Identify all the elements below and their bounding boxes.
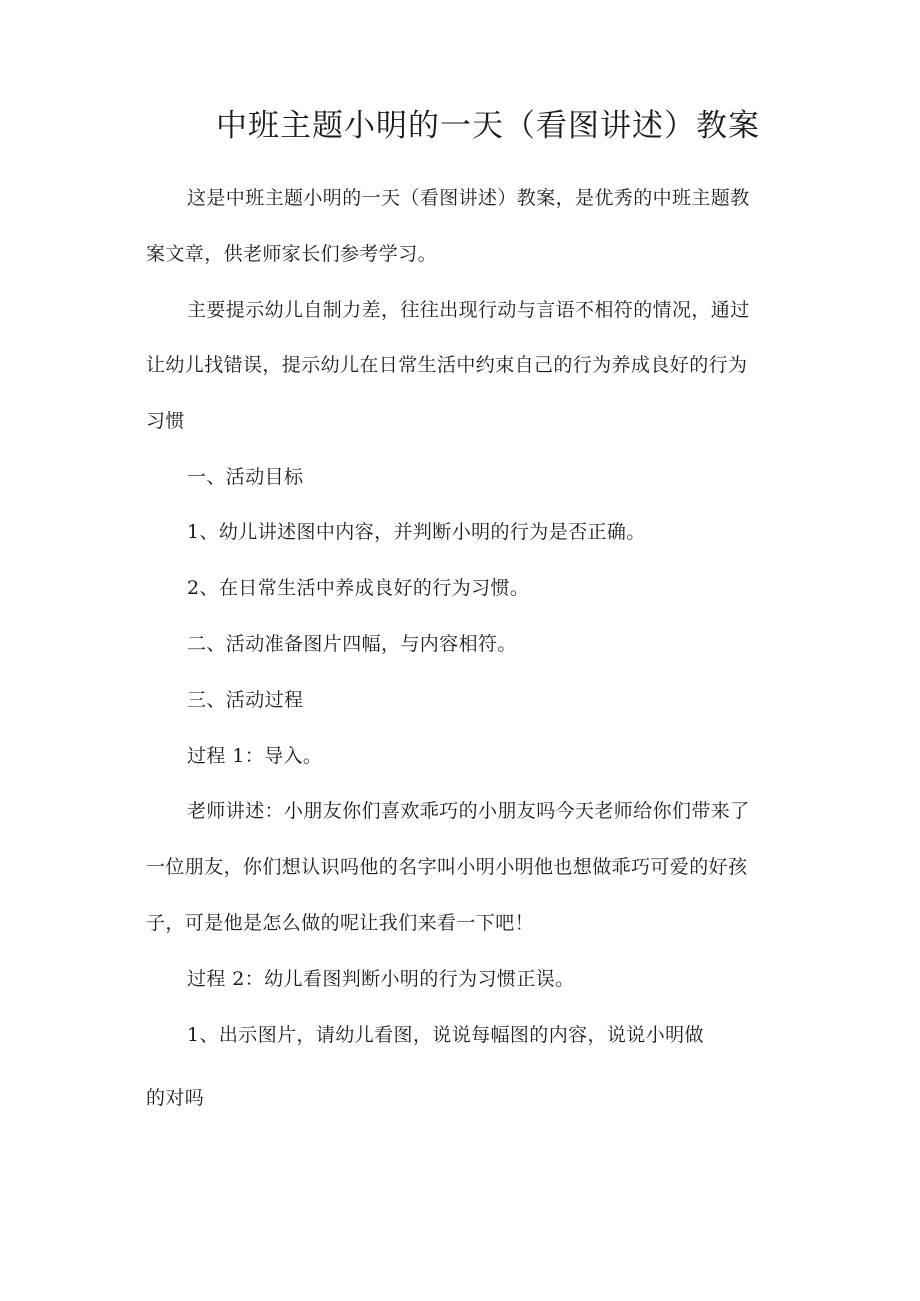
process-step-2-item-1-line-2: 的对吗 bbox=[146, 1087, 205, 1109]
paragraph-summary-line-3: 习惯 bbox=[146, 410, 185, 432]
paragraph-summary-line-1: 主要提示幼儿自制力差，往往出现行动与言语不相符的情况，通过 bbox=[187, 299, 750, 321]
teacher-speech-line-1: 老师讲述：小朋友你们喜欢乖巧的小朋友吗今天老师给你们带来了 bbox=[187, 800, 750, 822]
goal-item-2: 2、在日常生活中养成良好的行为习惯。 bbox=[187, 577, 530, 599]
paragraph-intro-line-2: 案文章，供老师家长们参考学习。 bbox=[146, 243, 438, 265]
teacher-speech-line-2: 一位朋友，你们想认识吗他的名字叫小明小明他也想做乖巧可爱的好孩 bbox=[146, 856, 748, 878]
section-heading-goals: 一、活动目标 bbox=[187, 466, 304, 488]
process-step-2-item-1-line-1: 1、出示图片，请幼儿看图，说说每幅图的内容，说说小明做 bbox=[187, 1024, 704, 1046]
paragraph-summary-line-2: 让幼儿找错误，提示幼儿在日常生活中约束自己的行为养成良好的行为 bbox=[146, 354, 748, 376]
section-heading-process: 三、活动过程 bbox=[187, 689, 304, 711]
section-heading-preparation: 二、活动准备图片四幅，与内容相符。 bbox=[187, 633, 517, 655]
teacher-speech-line-3: 子，可是他是怎么做的呢让我们来看一下吧！ bbox=[146, 912, 535, 934]
paragraph-intro-line-1: 这是中班主题小明的一天（看图讲述）教案，是优秀的中班主题教 bbox=[187, 187, 750, 209]
process-step-2-heading: 过程 2：幼儿看图判断小明的行为习惯正误。 bbox=[187, 968, 575, 990]
process-step-1-heading: 过程 1：导入。 bbox=[187, 745, 323, 767]
document-title: 中班主题小明的一天（看图讲述）教案 bbox=[216, 108, 760, 144]
goal-item-1: 1、幼儿讲述图中内容，并判断小明的行为是否正确。 bbox=[187, 521, 646, 543]
